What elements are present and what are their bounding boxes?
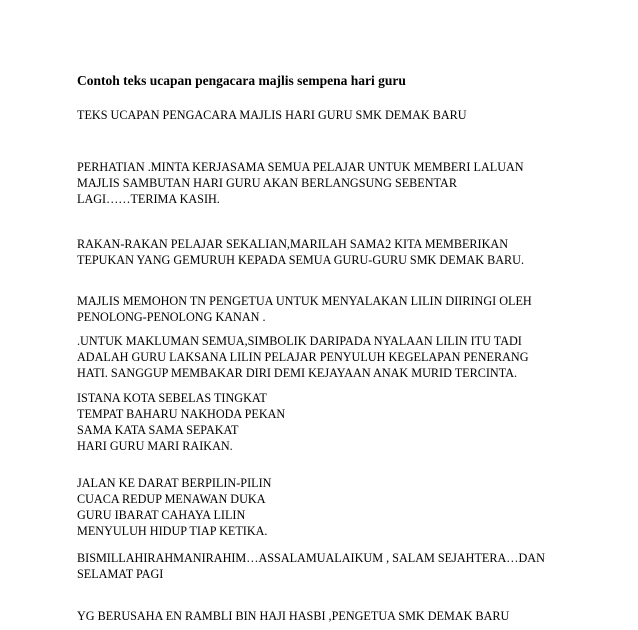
text-line: RAKAN-RAKAN PELAJAR SEKALIAN,MARILAH SAMA2 KITA MEMBERIKAN <box>77 237 509 251</box>
text-line: SELAMAT PAGI <box>77 567 164 581</box>
paragraph-candle-symbolism <box>77 333 529 381</box>
text-line: PENOLONG-PENOLONG KANAN . <box>77 310 266 324</box>
text-line: .UNTUK MAKLUMAN SEMUA,SIMBOLIK DARIPADA NYALAAN LILIN ITU TADI <box>77 334 522 348</box>
text-line: JALAN KE DARAT BERPILIN-PILIN <box>77 476 272 490</box>
text-line: PERHATIAN .MINTA KERJASAMA SEMUA PELAJAR UNTUK MEMBERI LALUAN <box>77 160 524 174</box>
text-line: MAJLIS MEMOHON TN PENGETUA UNTUK MENYALAKAN LILIN DIIRINGI OLEH <box>77 294 532 308</box>
text-line: HARI GURU MARI RAIKAN. <box>77 439 233 453</box>
text-line: ISTANA KOTA SEBELAS TINGKAT <box>77 391 267 405</box>
paragraph-notice <box>77 159 524 207</box>
text-line: YG BERUSAHA EN RAMBLI BIN HAJI HASBI ,PENGETUA SMK DEMAK BARU <box>77 609 510 623</box>
text-line: MAJLIS SAMBUTAN HARI GURU AKAN BERLANGSUNG SEBENTAR <box>77 176 457 190</box>
text-line: TEMPAT BAHARU NAKHODA PEKAN <box>77 407 286 421</box>
text-line: SAMA KATA SAMA SEPAKAT <box>77 423 239 437</box>
document-subtitle: TEKS UCAPAN PENGACARA MAJLIS HARI GURU SMK DEMAK BARU <box>77 108 467 122</box>
pantun-2 <box>77 475 271 539</box>
text-line: CUACA REDUP MENAWAN DUKA <box>77 492 266 506</box>
text-line: ADALAH GURU LAKSANA LILIN PELAJAR PENYULUH KEGELAPAN PENERANG <box>77 350 529 364</box>
text-line: GURU IBARAT CAHAYA LILIN <box>77 508 246 522</box>
text-line: MENYULUH HIDUP TIAP KETIKA. <box>77 524 268 538</box>
document-title: Contoh teks ucapan pengacara majlis sempena hari guru <box>77 73 406 88</box>
text-line: LAGI……TERIMA KASIH. <box>77 192 220 206</box>
text-line: HATI. SANGGUP MEMBAKAR DIRI DEMI KEJAYAAN ANAK MURID TERCINTA. <box>77 366 518 380</box>
paragraph-candle-lighting <box>77 293 532 325</box>
text-line: TEPUKAN YANG GEMURUH KEPADA SEMUA GURU-GURU SMK DEMAK BARU. <box>77 253 525 267</box>
text-line: BISMILLAHIRAHMANIRAHIM…ASSALAMUALAIKUM , SALAM SEJAHTERA…DAN <box>77 551 545 565</box>
paragraph-greeting <box>77 550 545 582</box>
paragraph-applause <box>77 236 524 268</box>
pantun-1 <box>77 390 285 454</box>
paragraph-principal <box>77 608 509 624</box>
